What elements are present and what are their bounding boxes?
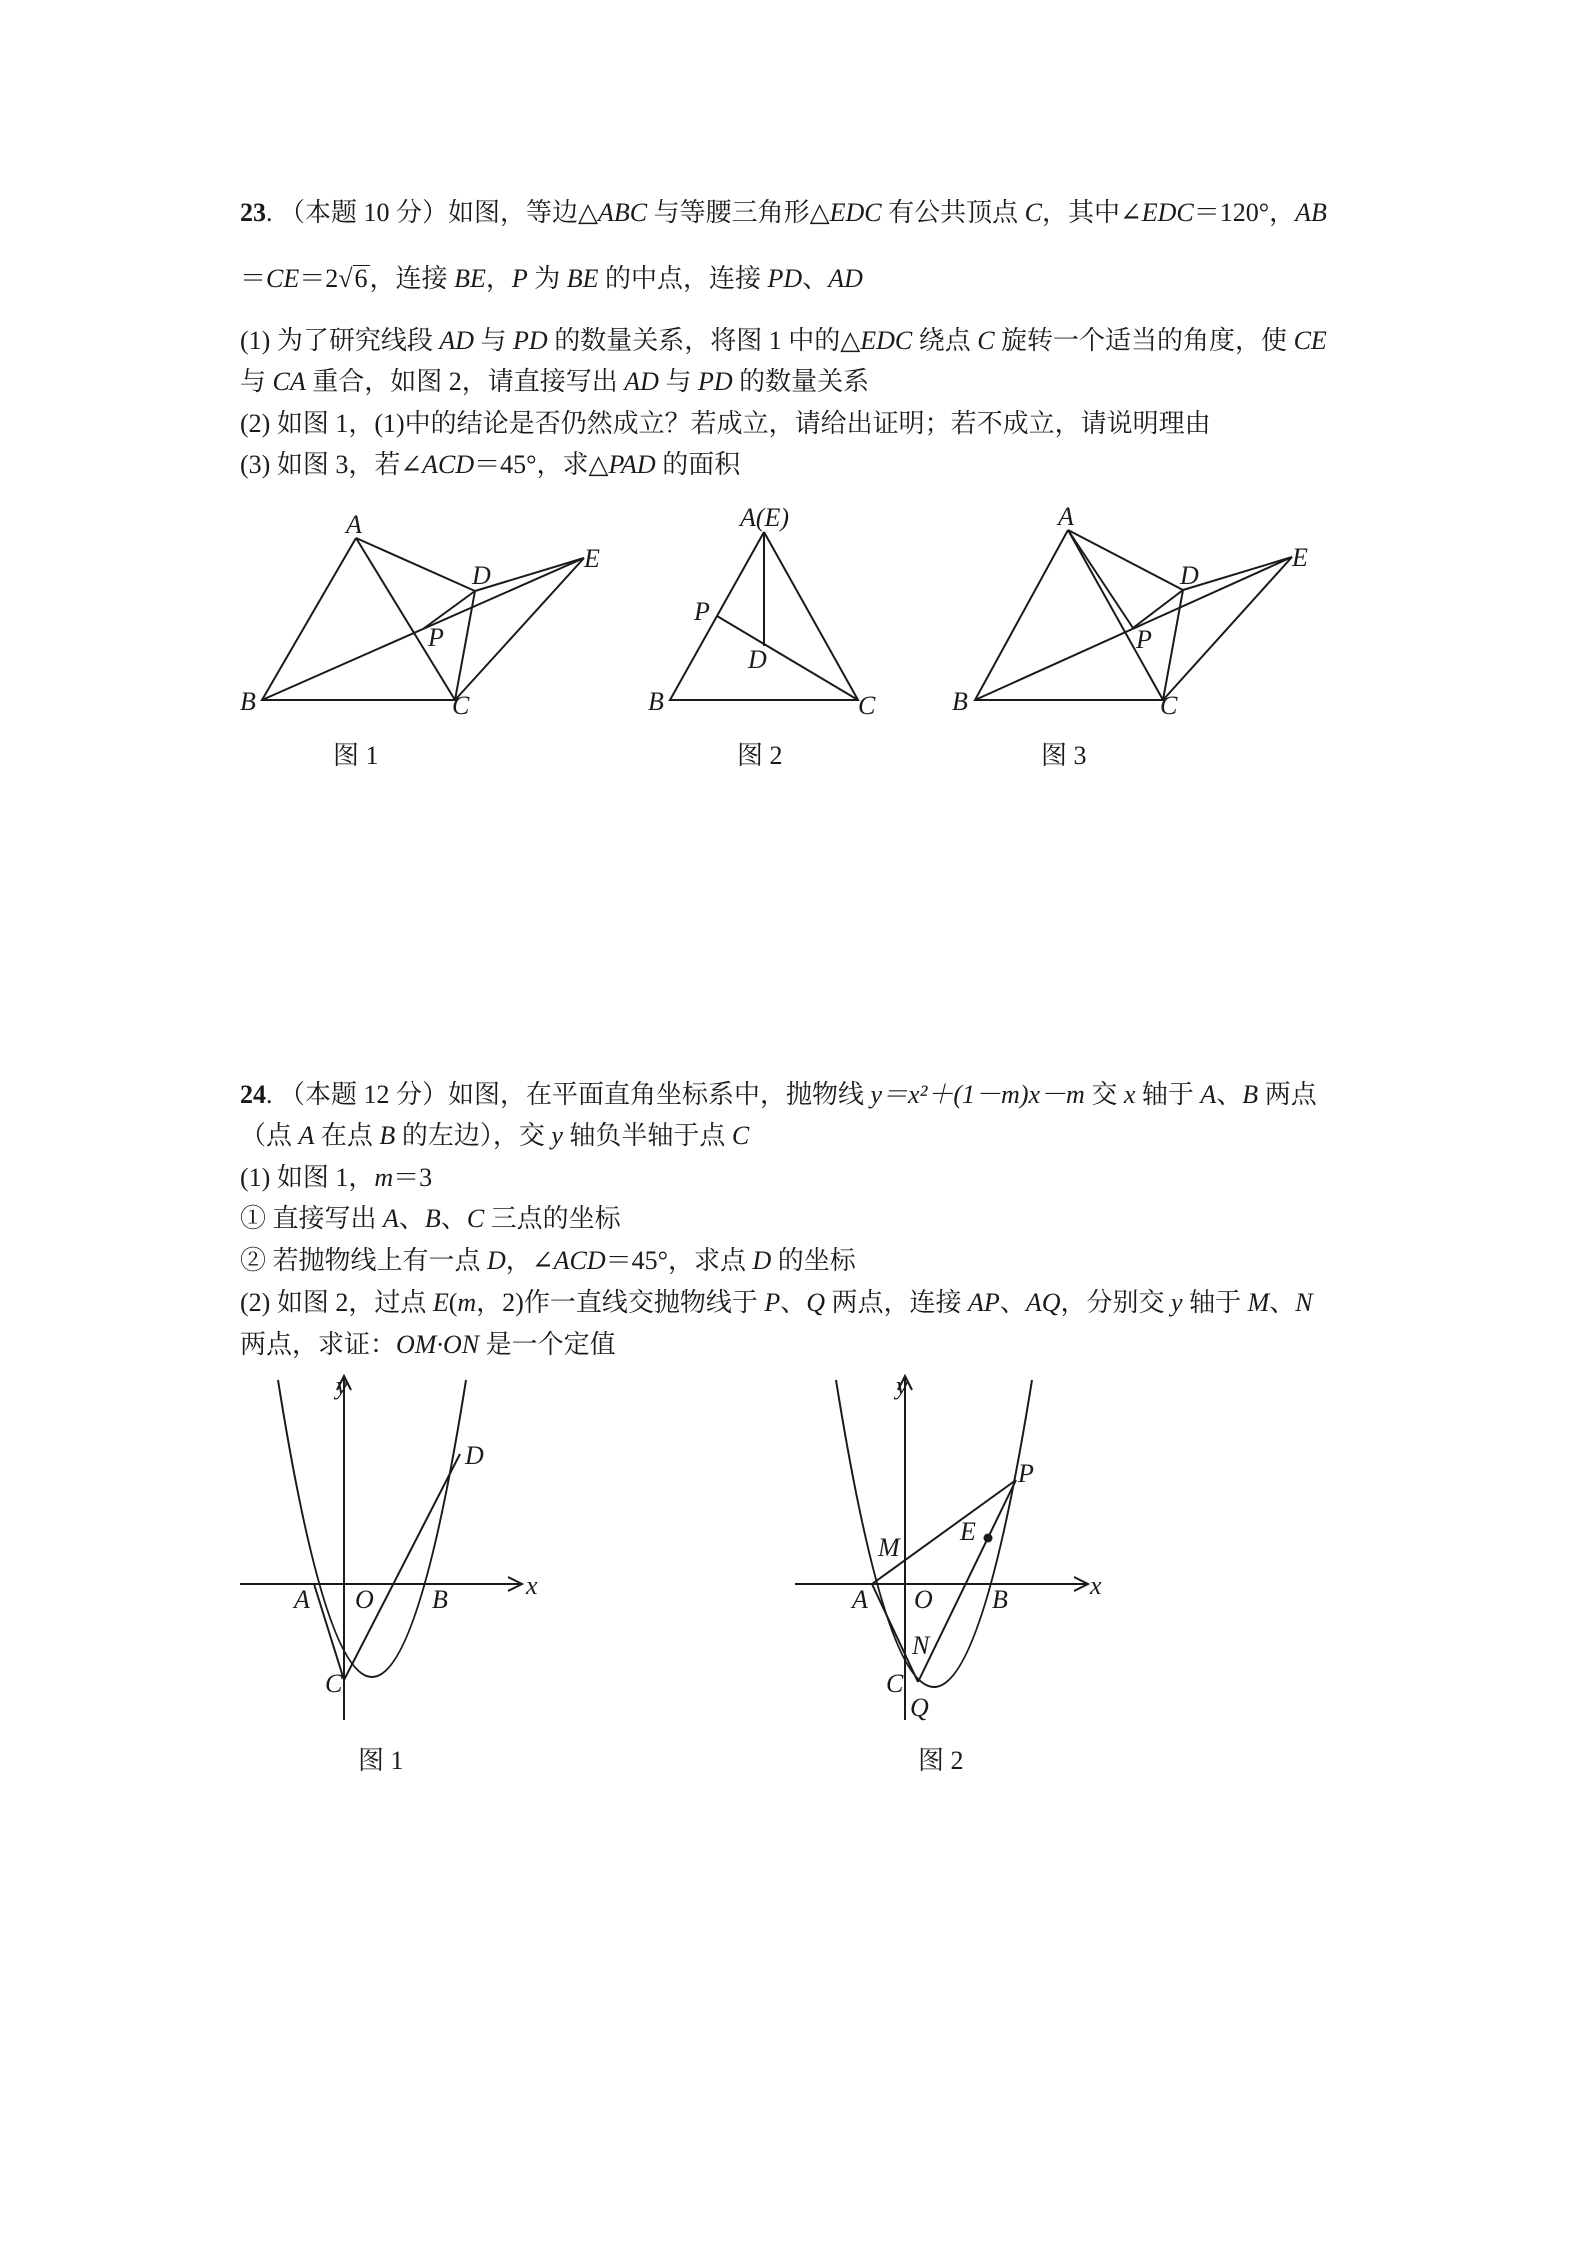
label-A: A bbox=[1058, 502, 1074, 531]
q23-figure-3-caption: 图 3 bbox=[1041, 741, 1087, 770]
label-P: P bbox=[1018, 1459, 1034, 1488]
label-x: x bbox=[1090, 1571, 1102, 1600]
label-C: C bbox=[858, 691, 876, 720]
label-B: B bbox=[432, 1585, 448, 1614]
q23-figure-1-caption: 图 1 bbox=[333, 741, 379, 770]
q23-figure-2-caption: 图 2 bbox=[737, 741, 783, 770]
parabola-equation: y＝x²＋(1－m)x－m bbox=[870, 1080, 1085, 1109]
q24-sub-1: ① 直接写出 A、B、C 三点的坐标 bbox=[240, 1204, 621, 1233]
q24-part-1: (1) 如图 1，m＝3 bbox=[240, 1163, 433, 1192]
label-B: B bbox=[952, 687, 968, 716]
label-D: D bbox=[748, 645, 767, 674]
label-O: O bbox=[914, 1585, 933, 1614]
sqrt-symbol: √ bbox=[338, 264, 353, 293]
label-y: y bbox=[336, 1371, 348, 1400]
label-C: C bbox=[1160, 691, 1178, 720]
label-y: y bbox=[896, 1371, 908, 1400]
parabola bbox=[836, 1380, 1032, 1687]
label-D: D bbox=[472, 561, 491, 590]
label-B: B bbox=[992, 1585, 1008, 1614]
label-C: C bbox=[325, 1669, 343, 1698]
label-P: P bbox=[428, 623, 444, 652]
label-M: M bbox=[878, 1533, 900, 1562]
label-A: A bbox=[294, 1585, 310, 1614]
q24-sub-2: ② 若抛物线上有一点 D，∠ACD＝45°，求点 D 的坐标 bbox=[240, 1246, 856, 1275]
q24-part-2-line-1: (2) 如图 2，过点 E(m，2)作一直线交抛物线于 P、Q 两点，连接 AP、AQ，分别交 y 轴于 M、N bbox=[240, 1288, 1313, 1317]
label-E: E bbox=[1292, 543, 1308, 572]
label-x: x bbox=[526, 1571, 538, 1600]
label-B: B bbox=[240, 687, 256, 716]
label-C: C bbox=[886, 1669, 904, 1698]
label-E: E bbox=[960, 1517, 976, 1546]
label-B: B bbox=[648, 687, 664, 716]
q24-number: 24 bbox=[240, 1080, 266, 1109]
label-P: P bbox=[1136, 625, 1152, 654]
label-A: A bbox=[346, 510, 362, 539]
label-Q: Q bbox=[910, 1693, 929, 1722]
label-D: D bbox=[465, 1441, 484, 1470]
label-O: O bbox=[355, 1585, 374, 1614]
q23-line-1: 23. （本题 10 分）如图，等边△ABC 与等腰三角形△EDC 有公共顶点 C，其中∠EDC＝120°，AB bbox=[240, 198, 1327, 227]
label-A: A bbox=[852, 1585, 868, 1614]
q23-line-2: ＝CE＝2√6，连接 BE，P 为 BE 的中点，连接 PD、AD bbox=[240, 264, 863, 293]
q24-line-2: （点 A 在点 B 的左边），交 y 轴负半轴于点 C bbox=[240, 1121, 750, 1150]
label-N: N bbox=[912, 1631, 930, 1660]
label-AE: A(E) bbox=[740, 503, 790, 532]
q23-part-2: (2) 如图 1，(1)中的结论是否仍然成立？若成立，请给出证明；若不成立，请说明理由 bbox=[240, 409, 1211, 438]
q23-part-1-line-1: (1) 为了研究线段 AD 与 PD 的数量关系，将图 1 中的△EDC 绕点 C 旋转一个适当的角度，使 CE bbox=[240, 326, 1327, 355]
q24-figure-2-caption: 图 2 bbox=[918, 1746, 964, 1775]
q24-line-1: 24. （本题 12 分）如图，在平面直角坐标系中，抛物线 y＝x²＋(1－m)x－m 交 x 轴于 A、B 两点 bbox=[240, 1080, 1317, 1109]
point-e-dot bbox=[984, 1534, 993, 1543]
q23-number: 23 bbox=[240, 198, 266, 227]
sqrt-radicand: 6 bbox=[354, 264, 368, 293]
label-E: E bbox=[584, 544, 600, 573]
q24-part-2-line-2: 两点，求证：OM·ON 是一个定值 bbox=[240, 1330, 616, 1359]
label-D: D bbox=[1180, 561, 1199, 590]
label-P: P bbox=[694, 597, 710, 626]
q23-part-3: (3) 如图 3，若∠ACD＝45°，求△PAD 的面积 bbox=[240, 450, 741, 479]
q24-figure-1-caption: 图 1 bbox=[358, 1746, 404, 1775]
label-C: C bbox=[452, 691, 470, 720]
q23-part-1-line-2: 与 CA 重合，如图 2，请直接写出 AD 与 PD 的数量关系 bbox=[240, 367, 870, 396]
